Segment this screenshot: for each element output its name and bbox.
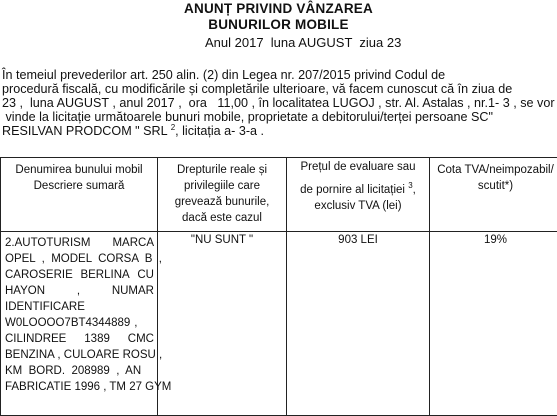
notice-subtitle: BUNURILOR MOBILE xyxy=(0,17,557,32)
header-text: exclusiv TVA (lei) xyxy=(287,198,429,214)
desc-word: W0LOOOO7BT4344889 xyxy=(5,315,130,331)
header-price xyxy=(287,158,430,232)
header-text: Prețul de evaluare sau xyxy=(287,159,429,175)
auction-round: , licitația a- 3-a . xyxy=(175,124,264,138)
header-text: grevează bunurile, xyxy=(158,194,286,210)
desc-word: MARCA xyxy=(112,235,154,251)
header-rights xyxy=(158,158,287,232)
description-line xyxy=(5,347,154,363)
desc-word: IDENTIFICARE xyxy=(5,299,85,315)
header-vat xyxy=(430,158,557,232)
header-text: Denumirea bunului mobil xyxy=(1,162,157,178)
desc-word: BENZINA , CULOARE ROSU , xyxy=(5,347,162,363)
notice-title: ANUNȚ PRIVIND VÂNZAREA xyxy=(0,1,557,16)
desc-word: HAYON xyxy=(5,283,45,299)
debtor-name: RESILVAN PRODCOM " SRL xyxy=(2,124,171,138)
goods-description xyxy=(1,232,158,416)
description-line xyxy=(5,235,154,251)
desc-word: FABRICATIE 1996 , TM 27 GYM xyxy=(5,379,171,395)
table-header-row xyxy=(1,158,557,232)
description-line xyxy=(5,299,154,315)
desc-word: CMC xyxy=(128,331,154,347)
footnote-ref-3: 3 xyxy=(408,181,412,190)
paragraph-line-2: procedură fiscală, cu modificările și completările ulterioare, vă facem cunoscut că în ziua de xyxy=(2,82,550,96)
header-text: privilegiile care xyxy=(158,178,286,194)
goods-table xyxy=(0,157,557,416)
description-line xyxy=(5,379,154,395)
header-text: scutit*) xyxy=(430,178,557,194)
footnote-ref-2: 2 xyxy=(171,123,175,132)
notice-date: Anul 2017 luna AUGUST ziua 23 xyxy=(205,35,401,50)
price-value: 903 LEI xyxy=(287,232,430,416)
desc-word: , xyxy=(77,283,80,299)
desc-word: , xyxy=(134,315,137,331)
header-text: dacă este cazul xyxy=(158,210,286,226)
desc-word: NUMAR xyxy=(112,283,154,299)
vat-value: 19% xyxy=(430,232,557,416)
desc-word: KM BORD. 208989 , AN xyxy=(5,363,141,379)
desc-word: 2.AUTOTURISM xyxy=(5,235,90,251)
header-text xyxy=(287,182,429,198)
rights-value: "NU SUNT " xyxy=(158,232,287,416)
desc-word: CILINDREE xyxy=(5,331,66,347)
header-text: Descriere sumară xyxy=(1,178,157,194)
paragraph-line-3: 23 , luna AUGUST , anul 2017 , ora 11,00 , în localitatea LUGOJ , str. Al. Astalas , nr.1- 3 , se vor xyxy=(2,96,550,110)
header-goods-name xyxy=(1,158,158,232)
desc-word: CAROSERIE xyxy=(5,267,73,283)
header-text: Cota TVA/neimpozabil/ xyxy=(430,162,557,178)
description-line xyxy=(5,315,154,331)
table-row xyxy=(1,232,557,416)
description-line xyxy=(5,331,154,347)
desc-word: BERLINA xyxy=(80,267,129,283)
description-line xyxy=(5,267,154,283)
desc-word: 1389 xyxy=(84,331,110,347)
paragraph-line-1: În temeiul prevederilor art. 250 alin. (2) din Legea nr. 207/2015 privind Codul de xyxy=(2,68,550,82)
header-text-part: de pornire al licitației xyxy=(300,184,408,196)
description-line xyxy=(5,363,154,379)
desc-word: CU xyxy=(137,267,154,283)
desc-word: OPEL , MODEL CORSA B , xyxy=(5,251,162,267)
description-line xyxy=(5,283,154,299)
header-text: Drepturile reale și xyxy=(158,162,286,178)
description-line xyxy=(5,251,154,267)
paragraph-line-5 xyxy=(2,124,550,138)
paragraph-line-4: vinde la licitație următoarele bunuri mobile, proprietate a debitorului/terței persoane SC" xyxy=(2,110,550,124)
header-text-part: , xyxy=(413,184,416,196)
